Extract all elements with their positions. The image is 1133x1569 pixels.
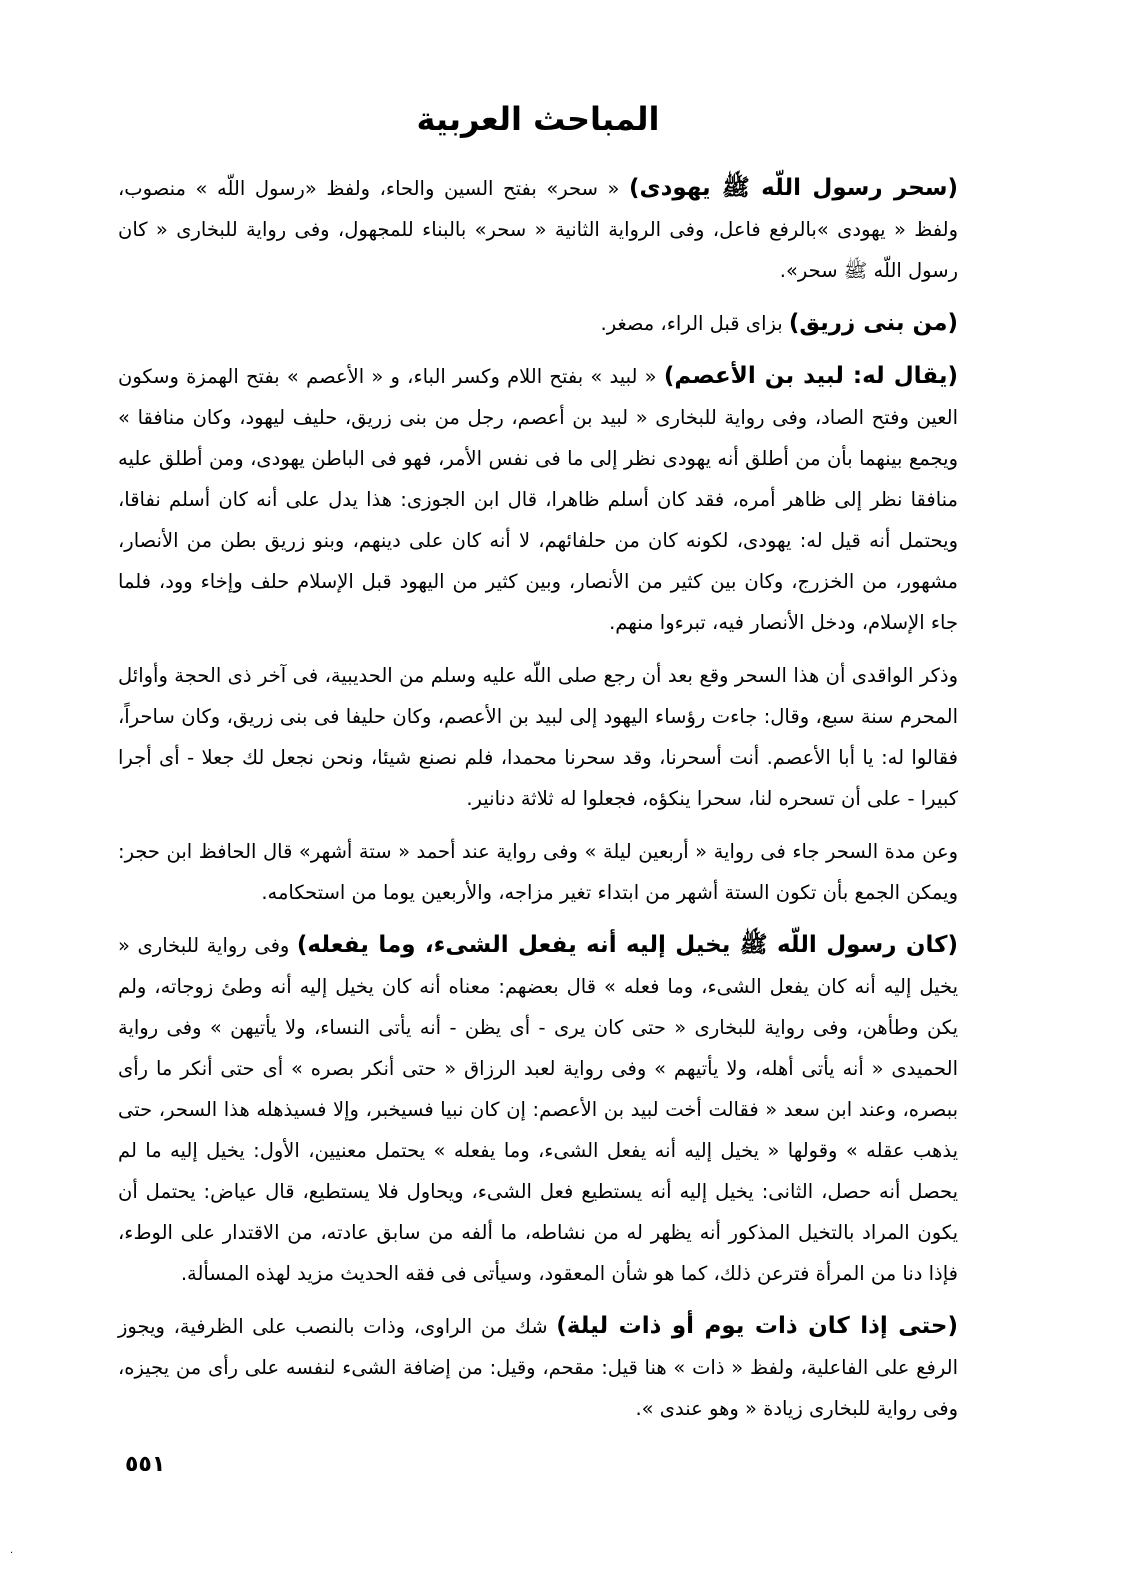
paragraph-text: بزاى قبل الراء، مصغر. xyxy=(600,312,789,335)
paragraph xyxy=(118,831,958,913)
paragraph xyxy=(118,1306,958,1429)
page-body xyxy=(118,100,958,1441)
paragraph-heading: (من بنى زريق) xyxy=(788,310,958,336)
paragraph-heading: (سحر رسول اللّه ﷺ يهودى) xyxy=(629,175,959,201)
paragraph-heading: (يقال له: لبيد بن الأعصم) xyxy=(663,363,958,389)
paragraph-text: « لبيد » بفتح اللام وكسر الباء، و « الأعصم » بفتح الهمزة وسكون العين وفتح الصاد، وفى رواية للبخارى « لبيد بن أعصم، رجل من بنى زريق، حليف ليهود، وكان منافقا » ويجمع بينهما بأن من أطلق أنه يهودى نظر إلى ما فى نفس الأمر، فهو فى الباطن يهودى، ومن أطلق عليه منافقا نظر إلى ظاهر أمره، فقد كان أسلم ظاهرا، قال ابن الجوزى: هذا يدل على أنه كان أسلم نفاقا، ويحتمل أنه قيل له: يهودى، لكونه كان من حلفائهم، لا أنه كان على دينهم، وبنو زريق بطن من الأنصار، مشهور، من الخزرج، وكان بين كثير من الأنصار، وبين كثير من اليهود قبل الإسلام حلف وإخاء وود، فلما جاء الإسلام، ودخل الأنصار فيه، تبرءوا منهم. xyxy=(118,365,958,634)
paragraph-heading: (حتى إذا كان ذات يوم أو ذات ليلة) xyxy=(556,1313,958,1339)
paragraph-text: وذكر الواقدى أن هذا السحر وقع بعد أن رجع صلى اللّه عليه وسلم من الحديبية، فى آخر ذى الحجة وأوائل المحرم سنة سبع، وقال: جاءت رؤساء اليهود إلى لبيد بن الأعصم، وكان حليفا فى بنى زريق، وكان ساحراً، فقالوا له: يا أبا الأعصم. أنت أسحرنا، وقد سحرنا محمدا، فلم نصنع شيئا، ونحن نجعل لك جعلا - أى أجرا كبيرا - على أن تسحره لنا، سحرا ينكؤه، فجعلوا له ثلاثة دنانير. xyxy=(118,664,958,810)
paragraph xyxy=(118,925,958,1294)
paragraph-text: وعن مدة السحر جاء فى رواية « أربعين ليلة » وفى رواية عند أحمد « ستة أشهر» قال الحافظ ابن حجر: ويمكن الجمع بأن تكون الستة أشهر من ابتداء تغير مزاجه، والأربعين يوما من استحكامه. xyxy=(118,840,958,904)
paragraph-text: « سحر» بفتح السين والحاء، ولفظ «رسول اللّه » منصوب، ولفظ « يهودى »بالرفع فاعل، وفى الرواية الثانية « سحر» بالبناء للمجهول، وفى رواية للبخارى « كان رسول اللّه ﷺ سحر». xyxy=(118,177,958,282)
paragraph-heading: (كان رسول اللّه ﷺ يخيل إليه أنه يفعل الشىء، وما يفعله) xyxy=(296,932,958,958)
paragraph xyxy=(118,168,958,291)
paragraph xyxy=(118,655,958,819)
paragraph xyxy=(118,356,958,643)
page-number: ٥٥١ xyxy=(125,1452,166,1477)
scan-mark: . xyxy=(10,1545,14,1556)
paragraph-text: شك من الراوى، وذات بالنصب على الظرفية، ويجوز الرفع على الفاعلية، ولفظ « ذات » هنا قيل: مقحم، وقيل: من إضافة الشىء لنفسه على رأى من يجيزه، وفى رواية للبخارى زيادة « وهو عندى ». xyxy=(118,1315,958,1420)
page-title: المباحث العربية xyxy=(416,100,660,138)
paragraph-text: وفى رواية للبخارى « يخيل إليه أنه كان يفعل الشىء، وما فعله » قال بعضهم: معناه أنه كان يخيل إليه أنه وطئ زوجاته، ولم يكن وطأهن، وفى رواية للبخارى « حتى كان يرى - أى يظن - أنه يأتى النساء، ولا يأتيهن » وفى رواية الحميدى « أنه يأتى أهله، ولا يأتيهم » وفى رواية لعبد الرزاق « حتى أنكر بصره » أى حتى أنكر ما رأى ببصره، وعند ابن سعد « فقالت أخت لبيد بن الأعصم: إن كان نبيا فسيخبر، وإلا فسيذهله هذا السحر، حتى يذهب عقله » وقولها « يخيل إليه أنه يفعل الشىء، وما يفعله » يحتمل معنيين، الأول: يخيل إليه ما لم يحصل أنه حصل، الثانى: يخيل إليه أنه يستطيع فعل الشىء، ويحاول فلا يستطيع، قال عياض: يحتمل أن يكون المراد بالتخيل المذكور أنه يظهر له من نشاطه، ما ألفه من سابق عادته، من الاقتدار على الوطء، فإذا دنا من المرأة فترعن ذلك، كما هو شأن المعقود، وسيأتى فى فقه الحديث مزيد لهذه المسألة. xyxy=(118,934,958,1285)
paragraph xyxy=(118,303,958,344)
